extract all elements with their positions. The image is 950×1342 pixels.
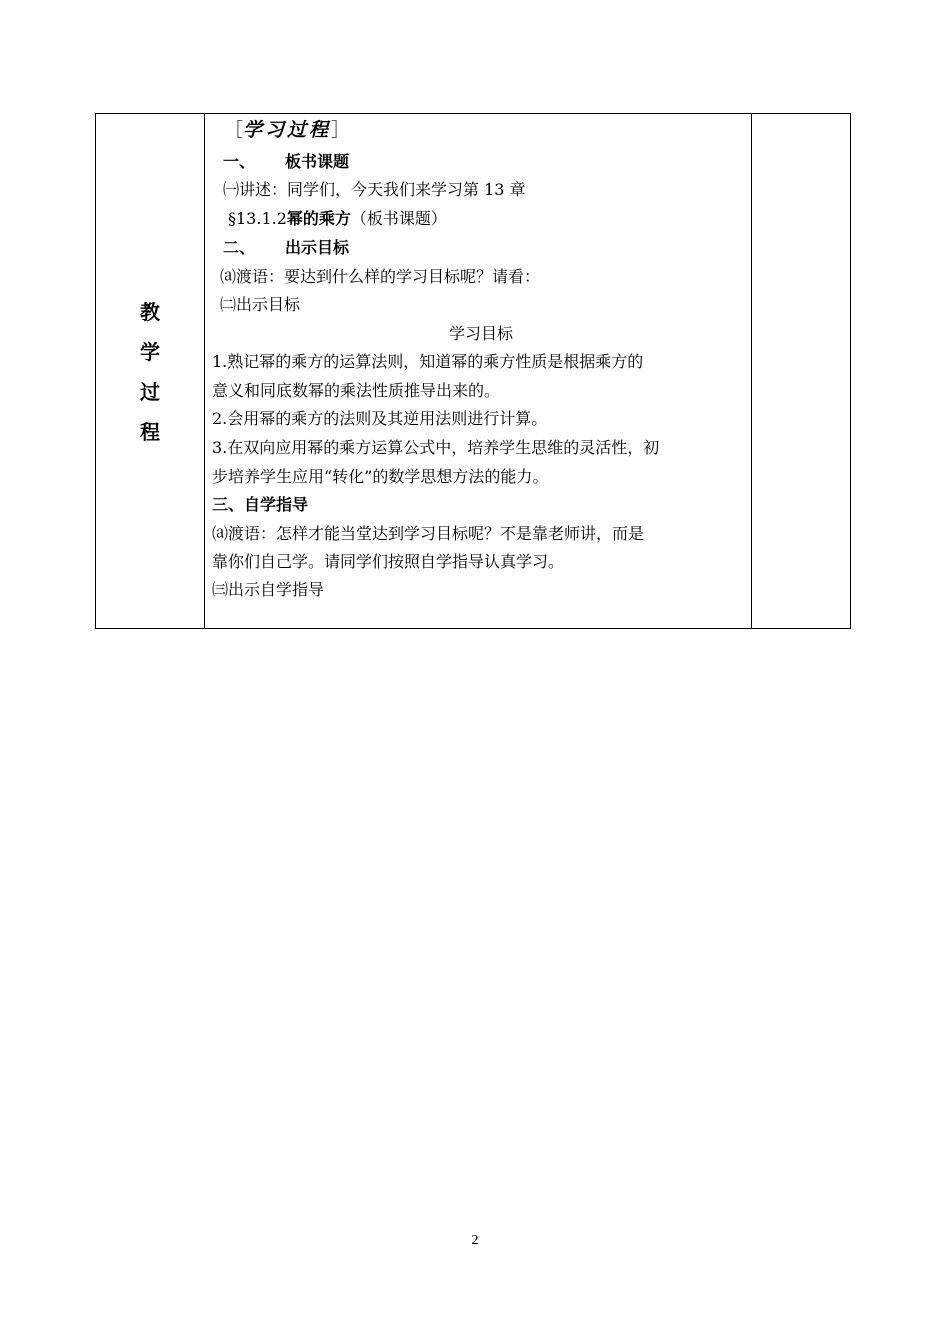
goals-title: 学习目标 (448, 324, 513, 343)
side-label-char: 过 (140, 380, 160, 404)
goal-line: 步培养学生应用“转化”的数学思想方法的能力。 (212, 467, 549, 486)
intro-line: ㈠讲述：同学们，今天我们来学习第 13 章 (223, 180, 526, 199)
transition-line: ⒜渡语：怎样才能当堂达到学习目标呢？不是靠老师讲，而是 (212, 524, 645, 543)
show-guide-line: ㈢出示自学指导 (212, 580, 325, 599)
column-divider (204, 114, 205, 628)
section-title: ［学习过程］ (224, 119, 351, 141)
heading-one: 一、 板书课题 (223, 152, 350, 171)
side-label (96, 292, 204, 452)
page-number: 2 (471, 1233, 479, 1248)
side-label-char: 程 (140, 420, 160, 444)
goal-line: 3.在双向应用幂的乘方运算公式中，培养学生思维的灵活性，初 (212, 438, 660, 457)
topic-line: §13.1.2幂的乘方（板书课题） (228, 209, 447, 228)
heading-two: 二、 出示目标 (223, 238, 350, 257)
show-goals-line: ㈡出示目标 (220, 295, 301, 314)
goal-line: 1.熟记幂的乘方的运算法则，知道幂的乘方性质是根据乘方的 (212, 352, 644, 371)
column-divider (751, 114, 752, 628)
side-label-char: 教 (140, 300, 160, 324)
side-label-char: 学 (140, 340, 160, 364)
lesson-table (95, 113, 851, 629)
transition-line: 靠你们自己学。请同学们按照自学指导认真学习。 (212, 552, 565, 571)
transition-line: ⒜渡语：要达到什么样的学习目标呢？请看： (220, 267, 541, 286)
goal-line: 意义和同底数幂的乘法性质推导出来的。 (212, 381, 501, 400)
heading-three: 三、自学指导 (212, 495, 309, 514)
goal-line: 2.会用幂的乘方的法则及其逆用法则进行计算。 (212, 409, 548, 428)
